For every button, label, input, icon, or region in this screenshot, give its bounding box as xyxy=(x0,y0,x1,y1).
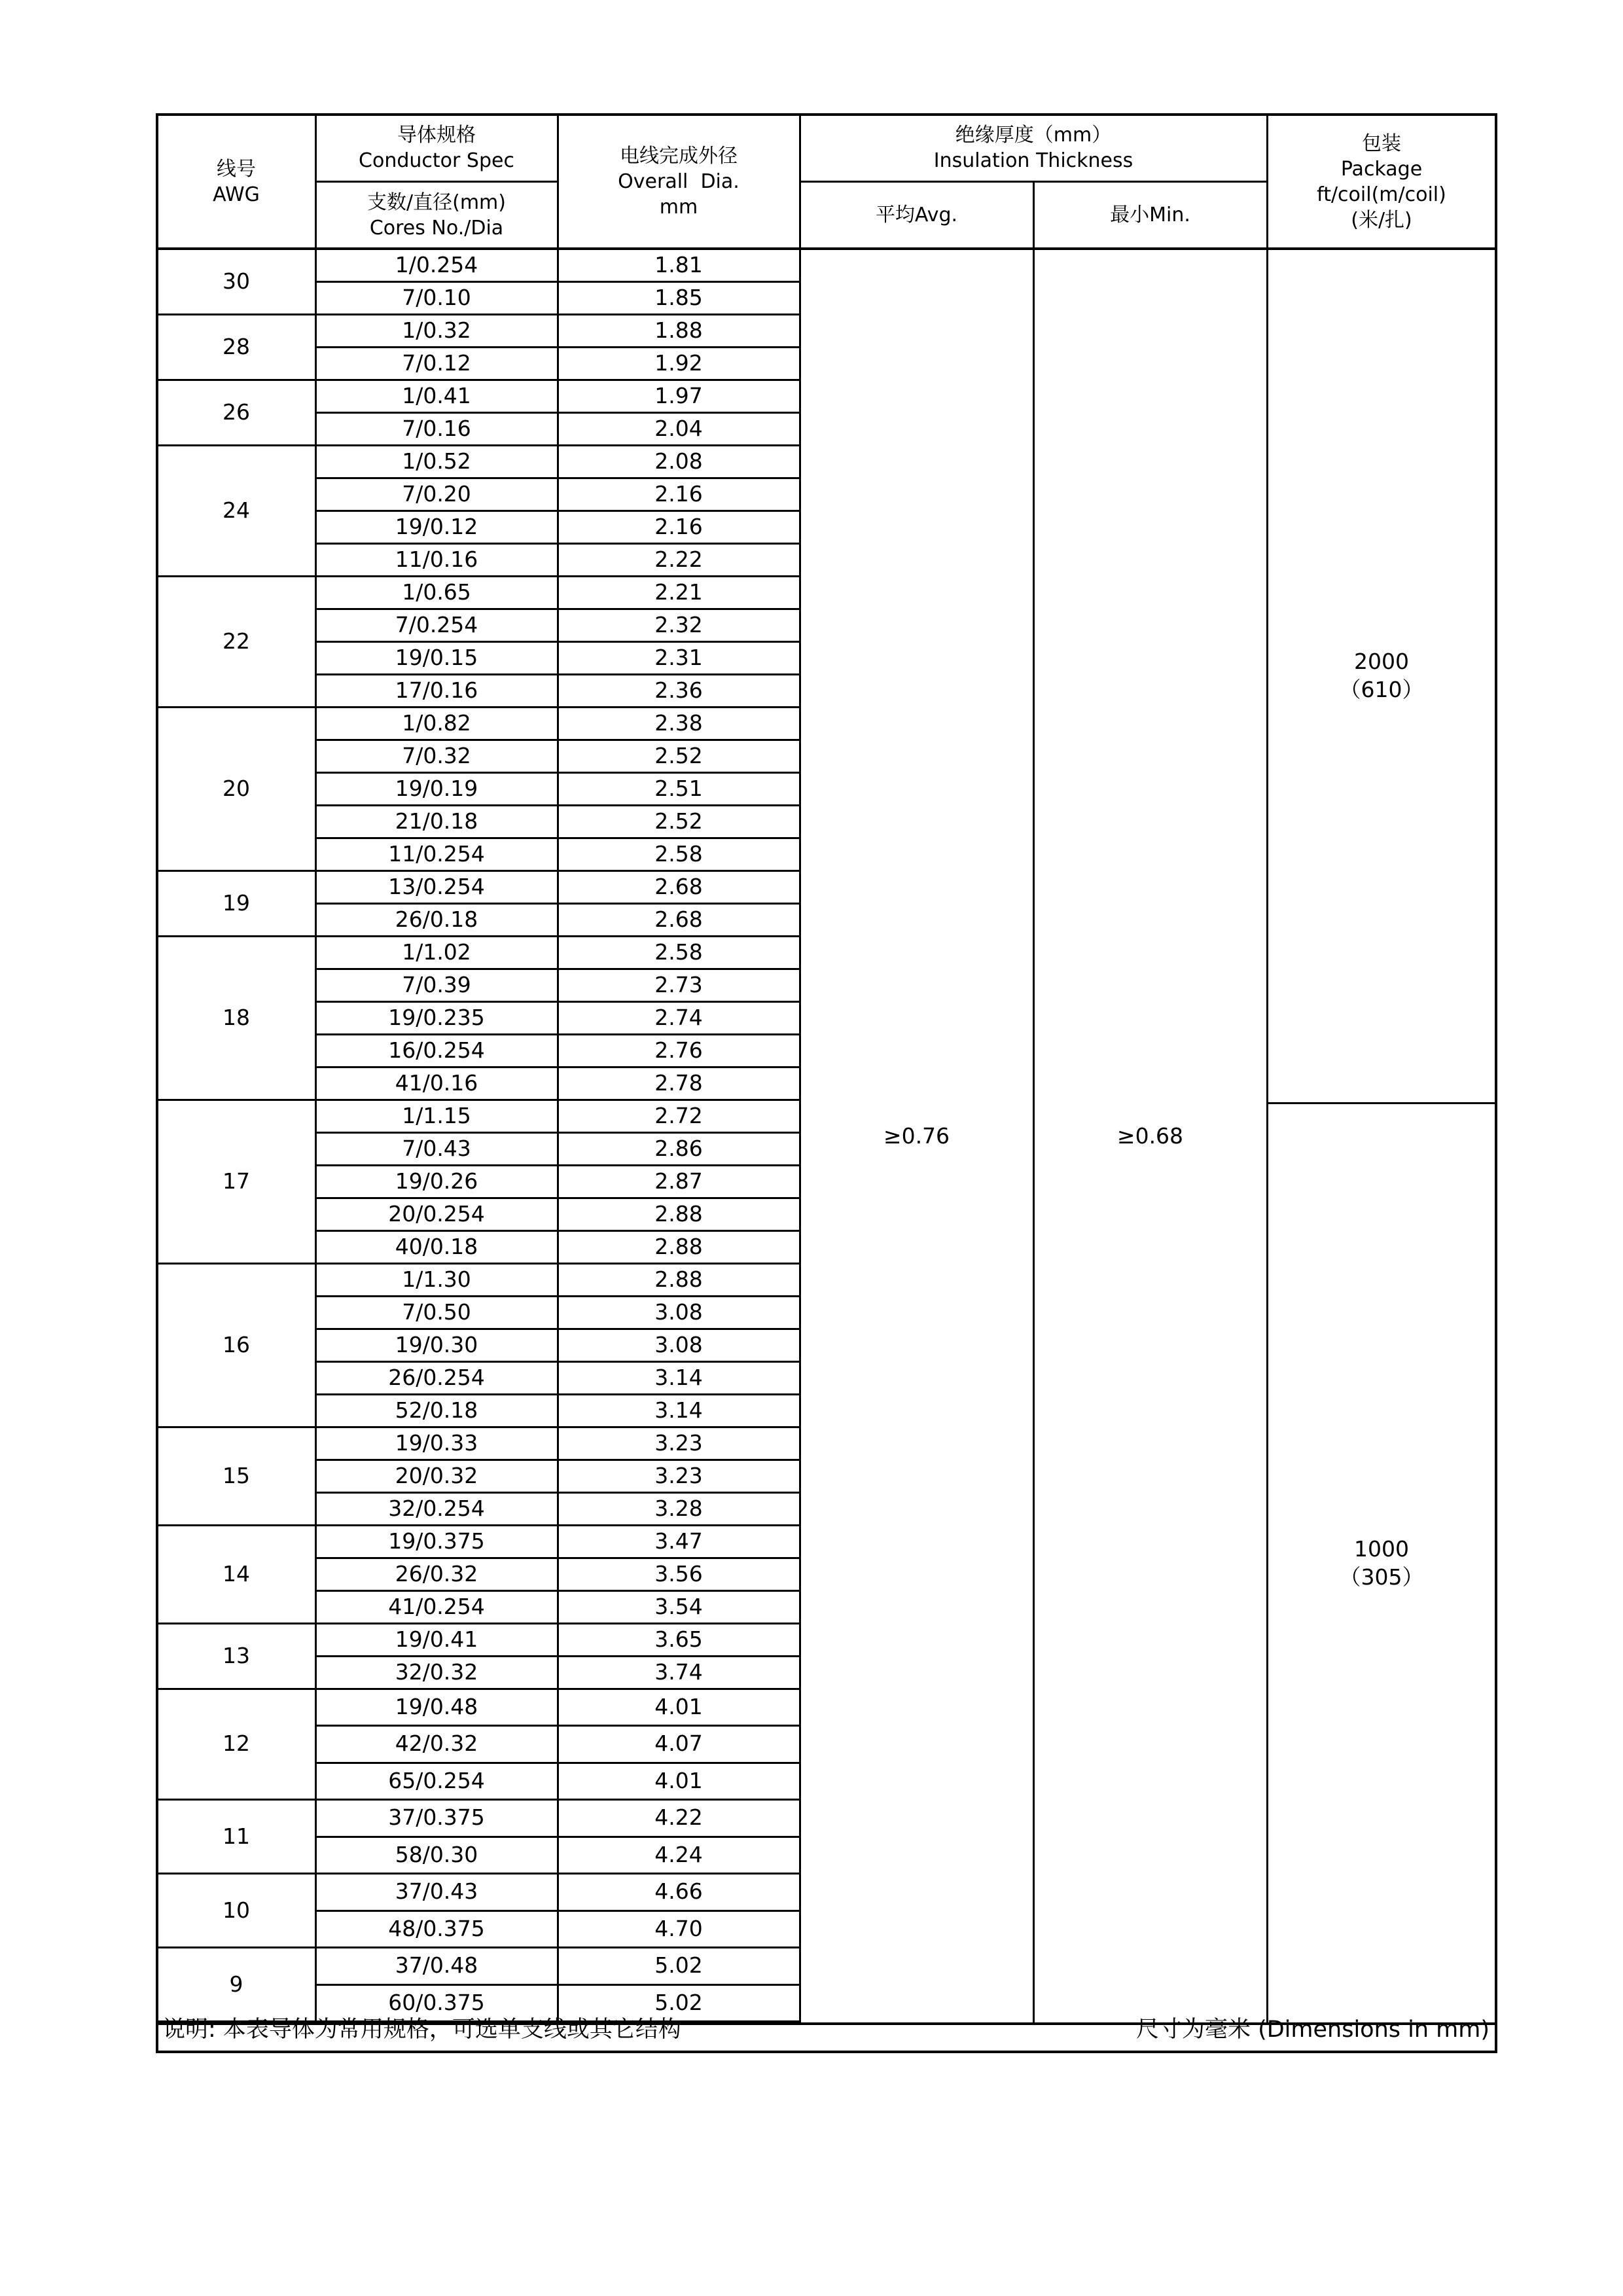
awg-cell: 22 xyxy=(223,628,250,654)
awg-cell: 15 xyxy=(223,1462,250,1488)
cores-cell: 65/0.254 xyxy=(388,1767,485,1793)
awg-cell: 30 xyxy=(223,268,250,294)
cores-cell: 37/0.375 xyxy=(388,1804,485,1831)
overall-dia-cell: 3.14 xyxy=(654,1397,703,1423)
package-cell-2 xyxy=(1267,1103,1496,2024)
cores-cell: 21/0.18 xyxy=(395,808,478,834)
cores-cell: 19/0.12 xyxy=(395,513,478,539)
grid-line xyxy=(156,113,1497,116)
package-cell-1 xyxy=(1267,249,1496,1103)
header-awg xyxy=(157,115,315,249)
overall-dia-cell: 3.47 xyxy=(654,1528,703,1554)
overall-dia-cell: 3.08 xyxy=(654,1331,703,1357)
overall-dia-cell: 2.76 xyxy=(654,1037,703,1063)
cores-cell: 19/0.375 xyxy=(388,1528,485,1554)
awg-cell: 26 xyxy=(223,399,250,425)
header-cores-en: Cores No./Dia xyxy=(369,216,504,240)
overall-dia-cell: 3.23 xyxy=(654,1429,703,1456)
overall-dia-cell: 1.81 xyxy=(654,251,703,278)
header-ins-cn: 绝缘厚度（mm） xyxy=(955,124,1112,147)
cores-cell: 19/0.33 xyxy=(395,1429,478,1456)
cores-cell: 48/0.375 xyxy=(388,1915,485,1941)
grid-line xyxy=(315,181,559,183)
awg-cell: 11 xyxy=(223,1823,250,1849)
overall-dia-cell: 2.68 xyxy=(654,873,703,899)
cores-cell: 19/0.15 xyxy=(395,644,478,670)
header-cores-cn: 支数/直径(mm) xyxy=(367,190,506,214)
header-conductor-cn: 导体规格 xyxy=(397,124,476,147)
header-awg-cn: 线号 xyxy=(217,157,256,181)
overall-dia-cell: 2.16 xyxy=(654,513,703,539)
cores-cell: 1/1.02 xyxy=(402,939,471,965)
cores-cell: 7/0.39 xyxy=(402,971,471,997)
cores-cell: 1/0.82 xyxy=(402,709,471,736)
overall-dia-cell: 2.16 xyxy=(654,480,703,507)
cores-cell: 32/0.32 xyxy=(395,1659,478,1685)
overall-dia-cell: 4.07 xyxy=(654,1731,703,1757)
awg-cell: 10 xyxy=(223,1897,250,1923)
grid-line xyxy=(156,2051,1497,2053)
cores-cell: 1/1.15 xyxy=(402,1102,471,1128)
cores-cell: 19/0.19 xyxy=(395,775,478,801)
grid-line xyxy=(156,1799,317,1801)
cores-cell: 40/0.18 xyxy=(395,1233,478,1259)
header-od-unit: mm xyxy=(659,196,698,219)
overall-dia-cell: 1.92 xyxy=(654,350,703,376)
cores-cell: 37/0.48 xyxy=(395,1952,478,1979)
header-od-en: Overall Dia. xyxy=(618,170,740,193)
overall-dia-cell: 3.14 xyxy=(654,1364,703,1390)
cores-cell: 20/0.32 xyxy=(395,1462,478,1488)
cores-cell: 52/0.18 xyxy=(395,1397,478,1423)
awg-cell: 14 xyxy=(223,1560,250,1587)
overall-dia-cell: 2.52 xyxy=(654,742,703,768)
grid-line xyxy=(156,706,317,708)
grid-line xyxy=(156,1524,317,1526)
awg-cell: 13 xyxy=(223,1642,250,1668)
insulation-avg-value: ≥0.76 xyxy=(883,1122,950,1149)
grid-line xyxy=(156,1688,317,1690)
overall-dia-cell: 2.08 xyxy=(654,448,703,474)
grid-line xyxy=(156,379,317,381)
overall-dia-cell: 2.87 xyxy=(654,1168,703,1194)
overall-dia-cell: 3.28 xyxy=(654,1495,703,1521)
grid-line xyxy=(156,247,1497,250)
overall-dia-cell: 2.36 xyxy=(654,677,703,703)
overall-dia-cell: 2.73 xyxy=(654,971,703,997)
cores-cell: 19/0.26 xyxy=(395,1168,478,1194)
header-pkg-en: Package xyxy=(1340,157,1423,181)
grid-line xyxy=(156,575,317,577)
overall-dia-cell: 1.88 xyxy=(654,317,703,343)
overall-dia-cell: 2.74 xyxy=(654,1004,703,1030)
cores-cell: 1/0.32 xyxy=(402,317,471,343)
overall-dia-cell: 4.24 xyxy=(654,1841,703,1867)
header-avg xyxy=(800,181,1033,249)
cores-cell: 20/0.254 xyxy=(388,1200,485,1227)
awg-cell: 19 xyxy=(223,889,250,916)
overall-dia-cell: 3.56 xyxy=(654,1560,703,1587)
cores-cell: 41/0.16 xyxy=(395,1069,478,1096)
overall-dia-cell: 2.22 xyxy=(654,546,703,572)
header-min-label: 最小Min. xyxy=(1110,204,1190,226)
awg-cell: 16 xyxy=(223,1331,250,1357)
grid-line xyxy=(156,1426,317,1428)
package-m: （305） xyxy=(1339,1564,1424,1590)
cores-cell: 41/0.254 xyxy=(388,1593,485,1619)
cores-cell: 16/0.254 xyxy=(388,1037,485,1063)
grid-line xyxy=(1033,181,1035,2025)
overall-dia-cell: 4.66 xyxy=(654,1878,703,1905)
overall-dia-cell: 3.08 xyxy=(654,1299,703,1325)
overall-dia-cell: 2.58 xyxy=(654,939,703,965)
overall-dia-cell: 2.88 xyxy=(654,1266,703,1292)
overall-dia-cell: 2.58 xyxy=(654,840,703,867)
overall-dia-cell: 2.72 xyxy=(654,1102,703,1128)
cores-cell: 26/0.18 xyxy=(395,906,478,932)
cores-cell: 26/0.254 xyxy=(388,1364,485,1390)
cores-cell: 7/0.10 xyxy=(402,284,471,310)
package-m: （610） xyxy=(1339,676,1424,702)
cores-cell: 60/0.375 xyxy=(388,1989,485,2015)
cores-cell: 19/0.48 xyxy=(395,1693,478,1719)
cores-cell: 37/0.43 xyxy=(395,1878,478,1905)
grid-line xyxy=(156,1099,317,1101)
grid-line xyxy=(156,1946,317,1948)
overall-dia-cell: 3.54 xyxy=(654,1593,703,1619)
awg-cell: 28 xyxy=(223,333,250,359)
overall-dia-cell: 2.52 xyxy=(654,808,703,834)
cores-cell: 7/0.50 xyxy=(402,1299,471,1325)
grid-line xyxy=(315,114,317,2025)
overall-dia-cell: 2.04 xyxy=(654,415,703,441)
overall-dia-cell: 2.31 xyxy=(654,644,703,670)
overall-dia-cell: 3.23 xyxy=(654,1462,703,1488)
grid-line xyxy=(156,444,317,446)
overall-dia-cell: 2.86 xyxy=(654,1135,703,1161)
cores-cell: 7/0.254 xyxy=(395,611,478,637)
grid-line xyxy=(156,1873,317,1874)
awg-cell: 20 xyxy=(223,775,250,801)
cores-cell: 11/0.16 xyxy=(395,546,478,572)
cores-cell: 32/0.254 xyxy=(388,1495,485,1521)
grid-line xyxy=(1495,113,1497,2053)
header-package xyxy=(1267,115,1496,249)
header-awg-en: AWG xyxy=(213,183,260,206)
spec-table xyxy=(157,115,1496,2052)
overall-dia-cell: 3.65 xyxy=(654,1626,703,1652)
cores-cell: 26/0.32 xyxy=(395,1560,478,1587)
header-insulation xyxy=(800,115,1267,181)
cores-cell: 7/0.12 xyxy=(402,350,471,376)
cores-cell: 19/0.30 xyxy=(395,1331,478,1357)
footer-note: 说明: 本表导体为常用规格，可选单支线或其它结构 xyxy=(162,2017,681,2043)
header-pkg-unit: ft/coil(m/coil) xyxy=(1317,183,1446,206)
cores-cell: 7/0.20 xyxy=(402,480,471,507)
overall-dia-cell: 2.88 xyxy=(654,1200,703,1227)
header-conductor-en: Conductor Spec xyxy=(359,149,514,172)
package-ft: 2000 xyxy=(1354,648,1409,674)
header-avg-label: 平均Avg. xyxy=(875,204,958,226)
overall-dia-cell: 5.02 xyxy=(654,1989,703,2015)
header-od-cn: 电线完成外径 xyxy=(620,145,738,168)
awg-cell: 17 xyxy=(223,1168,250,1194)
cores-cell: 11/0.254 xyxy=(388,840,485,867)
overall-dia-cell: 2.21 xyxy=(654,579,703,605)
overall-dia-cell: 1.97 xyxy=(654,382,703,408)
header-pkg-cn: 包装 xyxy=(1362,132,1401,155)
overall-dia-cell: 2.38 xyxy=(654,709,703,736)
cores-cell: 7/0.32 xyxy=(402,742,471,768)
package-ft: 1000 xyxy=(1354,1535,1409,1562)
header-ins-en: Insulation Thickness xyxy=(933,149,1133,172)
overall-dia-cell: 4.01 xyxy=(654,1693,703,1719)
grid-line xyxy=(557,114,559,2025)
cores-cell: 1/0.52 xyxy=(402,448,471,474)
overall-dia-cell: 2.51 xyxy=(654,775,703,801)
overall-dia-cell: 4.70 xyxy=(654,1915,703,1941)
overall-dia-cell: 5.02 xyxy=(654,1952,703,1979)
cores-cell: 1/0.65 xyxy=(402,579,471,605)
cores-cell: 13/0.254 xyxy=(388,873,485,899)
cores-cell: 58/0.30 xyxy=(395,1841,478,1867)
grid-line xyxy=(799,114,801,2025)
cores-cell: 42/0.32 xyxy=(395,1731,478,1757)
header-cores xyxy=(315,181,558,249)
insulation-min-value: ≥0.68 xyxy=(1116,1122,1184,1149)
header-min xyxy=(1033,181,1267,249)
awg-cell: 18 xyxy=(223,1004,250,1030)
overall-dia-cell: 2.88 xyxy=(654,1233,703,1259)
overall-dia-cell: 2.32 xyxy=(654,611,703,637)
cores-cell: 7/0.43 xyxy=(402,1135,471,1161)
grid-line xyxy=(156,314,317,315)
cores-cell: 7/0.16 xyxy=(402,415,471,441)
cores-cell: 1/0.41 xyxy=(402,382,471,408)
cores-cell: 19/0.235 xyxy=(388,1004,485,1030)
grid-line xyxy=(156,870,317,872)
grid-line xyxy=(156,1623,317,1624)
overall-dia-cell: 1.85 xyxy=(654,284,703,310)
grid-line xyxy=(156,935,317,937)
awg-cell: 24 xyxy=(223,497,250,523)
overall-dia-cell: 2.68 xyxy=(654,906,703,932)
overall-dia-cell: 3.74 xyxy=(654,1659,703,1685)
grid-line xyxy=(156,1263,317,1265)
grid-line xyxy=(1266,1102,1497,1104)
header-overall-dia xyxy=(558,115,800,249)
overall-dia-cell: 4.01 xyxy=(654,1767,703,1793)
cores-cell: 1/1.30 xyxy=(402,1266,471,1292)
cores-cell: 17/0.16 xyxy=(395,677,478,703)
header-pkg-unit-cn: (米/扎) xyxy=(1351,208,1412,232)
cores-cell: 1/0.254 xyxy=(395,251,478,278)
overall-dia-cell: 4.22 xyxy=(654,1804,703,1831)
cores-cell: 19/0.41 xyxy=(395,1626,478,1652)
awg-cell: 12 xyxy=(223,1731,250,1757)
awg-cell: 9 xyxy=(229,1971,243,1997)
grid-line xyxy=(156,113,158,2053)
header-conductor xyxy=(315,115,558,181)
footer-units: 尺寸为毫米 (Dimensions in mm) xyxy=(1135,2017,1489,2043)
grid-line xyxy=(1266,114,1268,2025)
overall-dia-cell: 2.78 xyxy=(654,1069,703,1096)
